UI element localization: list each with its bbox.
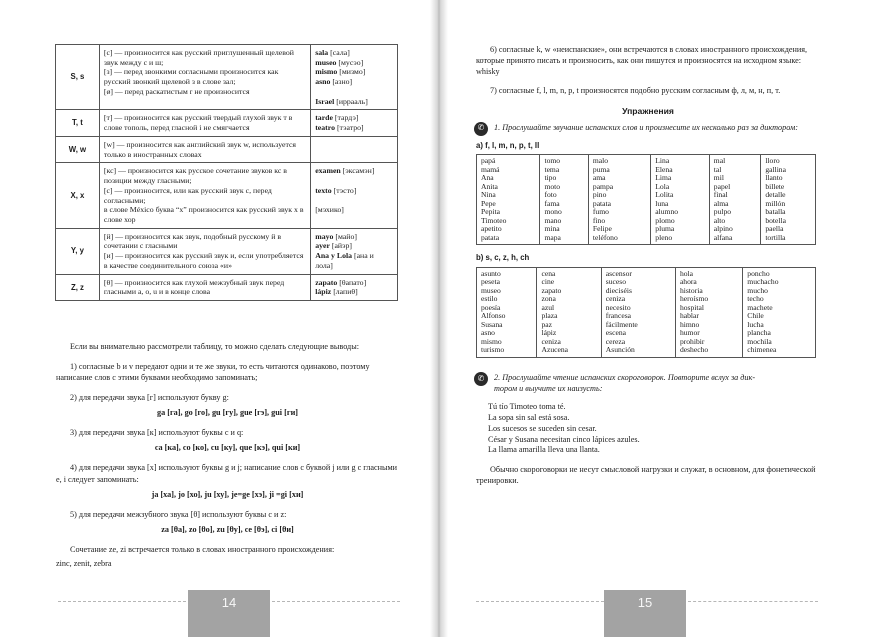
- word-item: Ana: [481, 173, 494, 183]
- paragraph-rule-2: 2) для передачи звука [г] используют букву g:: [70, 393, 229, 403]
- group-a-label: a) f, l, m, n, p, t, ll: [476, 140, 540, 150]
- word-column: [540, 155, 588, 245]
- paragraph-rule-1: 1) согласные b и v передают одни и те же звуки, то есть читаются одинаково, поэтому написание слов с этими буквами необходимо запоминать;: [56, 362, 370, 383]
- example-line: [315, 123, 393, 133]
- table-row: [56, 45, 398, 110]
- paragraph-rule-5: 5) для передачи межзубного звука [θ] используют буквы c и z:: [70, 509, 287, 519]
- table-row: [56, 163, 398, 228]
- word-table-a: [476, 154, 816, 245]
- word-item: machete: [747, 302, 773, 312]
- word-item: Timoteo: [481, 215, 507, 225]
- word-item: patata: [592, 198, 612, 208]
- word-item: zapato: [541, 285, 562, 295]
- example-word: mayo: [315, 231, 334, 241]
- word-item: gallina: [765, 164, 786, 174]
- group-b-label: b) s, c, z, h, ch: [476, 253, 530, 263]
- word-item: Elena: [655, 164, 673, 174]
- table-row: [56, 274, 398, 300]
- example-transcription: [мизмо]: [339, 67, 366, 77]
- word-item: lápiz: [541, 328, 557, 338]
- description-line: [кс] — произносится как русское сочетание звуков кс в позиции между гласными;: [103, 166, 287, 186]
- example-transcription: [мусэо]: [338, 57, 364, 67]
- word-item: final: [713, 190, 728, 200]
- example-cell: [311, 228, 398, 274]
- description-line: [и] — произносится как русский звук и, если употребляется в качестве соединительного союза «и»: [103, 251, 304, 270]
- word-item: pleno: [655, 232, 673, 242]
- word-item: alumno: [655, 207, 679, 217]
- word-item: cereza: [605, 336, 626, 346]
- word-item: azul: [541, 302, 555, 312]
- word-item: fama: [544, 198, 560, 208]
- example-line: [315, 278, 393, 288]
- word-item: Felipe: [592, 224, 612, 234]
- word-item: deshecho: [679, 345, 709, 355]
- word-item: apetito: [481, 224, 502, 234]
- word-item: poncho: [747, 268, 770, 278]
- tongue-twisters: [476, 402, 820, 456]
- pronunciation-table: [55, 44, 398, 301]
- example-transcription: [лапиθ]: [333, 287, 358, 297]
- word-item: pampa: [592, 181, 614, 191]
- word-item: Lima: [655, 173, 672, 183]
- description-cell: [99, 274, 310, 300]
- word-item: alma: [713, 198, 729, 208]
- word-item: techo: [747, 294, 764, 304]
- description-line: [з] — перед звонкими согласными произносится как русский звонкий щелевой з в слове зал;: [103, 67, 279, 87]
- examples-g: ga [га], go [го], gu [гу], gue [гэ], gui [ги]: [156, 408, 299, 418]
- description-line: [ø] — перед раскатистым r не произносится: [103, 86, 250, 96]
- word-item: peseta: [481, 277, 500, 287]
- exercise-1: [476, 122, 820, 133]
- word-item: hola: [679, 268, 694, 278]
- word-column: [601, 267, 675, 357]
- paragraph-rule-4: 4) для передачи звука [х] используют буквы g и j; написание слов с буквой j или g с гласными e, i следует запоминать:: [56, 463, 398, 484]
- word-item: billete: [765, 181, 785, 191]
- ze-zi-examples: zinc, zenit, zebra: [56, 558, 112, 568]
- example-transcription: [сала]: [330, 48, 350, 57]
- example-transcription: [тэсто]: [333, 185, 357, 195]
- example-transcription: [эксамэн]: [342, 166, 375, 176]
- examples-j: ja [ха], jo [хо], ju [ху], je=ge [хэ], ji =gi [хи]: [151, 489, 304, 499]
- word-item: alfana: [713, 232, 733, 242]
- example-line: [315, 205, 393, 215]
- examples-cq: ca [ка], co [ко], cu [ку], que [кэ], qui [ки]: [154, 443, 301, 453]
- description-line: [й] — произносится как звук, подобный русскому й в сочетании с гласными: [103, 231, 282, 251]
- word-column: [537, 267, 601, 357]
- example-transcription: [ана и: [353, 251, 374, 261]
- word-item: Anita: [481, 181, 498, 191]
- word-column: [588, 155, 650, 245]
- word-item: hablar: [679, 311, 699, 321]
- word-item: mapa: [544, 232, 561, 242]
- footer-rule: [476, 601, 604, 602]
- word-item: pino: [592, 190, 607, 200]
- word-item: Lola: [655, 181, 670, 191]
- example-line: [315, 67, 393, 77]
- description-line: [т] — произносится как русский твердый глухой звук т в слове тополь, перед гласной i не смягчается: [103, 113, 293, 133]
- word-item: papá: [481, 156, 496, 166]
- footer-rule: [272, 601, 400, 602]
- word-item: humor: [679, 328, 700, 338]
- book-gutter: [430, 0, 448, 637]
- word-item: mil: [713, 173, 724, 183]
- word-item: mochila: [747, 336, 772, 346]
- word-item: puma: [592, 164, 610, 174]
- description-cell: [99, 110, 310, 136]
- word-item: ama: [592, 173, 606, 183]
- page-number-right: 15: [604, 590, 686, 637]
- word-item: luna: [655, 198, 669, 208]
- word-item: Lina: [655, 156, 670, 166]
- word-column: [761, 155, 816, 245]
- example-transcription: [θапато]: [339, 277, 367, 287]
- paragraph-ze-zi: Сочетание ze, zi встречается только в словах иностранного происхождения:: [70, 544, 335, 554]
- page-number-left: 14: [188, 590, 270, 637]
- description-cell: [99, 228, 310, 274]
- word-item: necesito: [605, 302, 631, 312]
- ear-listen-icon[interactable]: ✆: [474, 122, 488, 136]
- word-item: turismo: [481, 345, 505, 355]
- word-column: [477, 267, 537, 357]
- example-cell: [311, 136, 398, 162]
- example-line: [315, 48, 393, 58]
- word-item: lucha: [747, 319, 764, 329]
- word-item: mano: [544, 215, 562, 225]
- word-item: ahora: [679, 277, 697, 287]
- word-item: ascensor: [605, 268, 632, 278]
- word-item: Lolita: [655, 190, 674, 200]
- word-item: fino: [592, 215, 606, 225]
- word-item: cine: [541, 277, 555, 287]
- tongue-twister: La sopa sin sal está sosa.: [488, 412, 570, 422]
- paragraph-rule-3: 3) для передачи звука [к] используют буквы c и q:: [70, 428, 244, 438]
- exercise-2-text-b: тором и выучите их наизусть:: [494, 384, 603, 393]
- word-item: Nina: [481, 190, 496, 200]
- paragraph-intro: Если вы внимательно рассмотрели таблицу, то можно сделать следующие выводы:: [70, 342, 359, 351]
- word-item: dieciséis: [605, 285, 632, 295]
- example-line: [315, 232, 393, 242]
- word-item: plaza: [541, 311, 558, 321]
- word-table-b: [476, 267, 816, 358]
- word-item: Pepe: [481, 198, 496, 208]
- word-item: estilo: [481, 294, 498, 304]
- description-line: [с] — произносится, или как русский звук с, перед согласными;: [103, 185, 272, 205]
- letter-cell: X, x: [56, 163, 100, 228]
- example-transcription: [тардэ]: [334, 113, 359, 123]
- word-item: patata: [481, 232, 500, 242]
- example-transcription: лола]: [315, 260, 333, 270]
- left-body-text: [56, 341, 399, 578]
- tongue-twister: César y Susana necesitan cinco lápices azules.: [488, 434, 640, 444]
- word-item: botella: [765, 215, 786, 225]
- example-cell: [311, 110, 398, 136]
- example-line: [315, 186, 393, 196]
- example-line: [315, 241, 393, 251]
- example-word: museo: [315, 57, 337, 67]
- word-item: suceso: [605, 277, 626, 287]
- word-item: foto: [544, 190, 557, 200]
- example-word: tarde: [315, 113, 333, 123]
- word-item: ceniza: [605, 294, 626, 304]
- word-item: detalle: [765, 190, 786, 200]
- description-cell: [99, 45, 310, 110]
- word-item: fácilmente: [605, 319, 638, 329]
- example-word: Israel: [315, 96, 335, 106]
- example-line: [315, 176, 393, 186]
- example-transcription: [тэатро]: [336, 123, 364, 133]
- example-word: sala: [315, 48, 329, 57]
- exercise-1-text: 1. Прослушайте звучание испанских слов и произнесите их несколько раз за диктором:: [494, 122, 798, 132]
- example-cell: [311, 274, 398, 300]
- word-item: alpino: [713, 224, 733, 234]
- exercise-2: [476, 372, 820, 394]
- example-line: [315, 196, 393, 206]
- table-row: [56, 228, 398, 274]
- word-column: [709, 155, 761, 245]
- example-word: Ana y Lola: [315, 251, 353, 261]
- letter-cell: Z, z: [56, 274, 100, 300]
- description-line: в слове México буква “x” произносится как русский звук х в слове хор: [103, 205, 304, 225]
- word-item: Alfonso: [481, 311, 506, 321]
- word-item: Asunción: [605, 345, 635, 355]
- word-item: francesa: [605, 311, 632, 321]
- word-item: batalla: [765, 207, 786, 217]
- word-item: Susana: [481, 319, 503, 329]
- word-item: tal: [713, 164, 722, 174]
- example-word: texto: [315, 185, 332, 195]
- word-item: mono: [544, 207, 562, 217]
- example-transcription: [иррааль]: [336, 96, 368, 106]
- ear-listen-icon[interactable]: ✆: [474, 372, 488, 386]
- example-line: [315, 166, 393, 176]
- description-line: [w] — произносится как английский звук w, используется только в иностранных словах: [103, 139, 297, 159]
- example-line: [315, 77, 393, 87]
- word-column: [743, 267, 816, 357]
- word-column: [675, 267, 742, 357]
- example-word: asno: [315, 77, 331, 87]
- word-item: ceniza: [541, 336, 561, 346]
- word-item: fumo: [592, 207, 609, 217]
- word-item: pulpo: [713, 207, 732, 217]
- word-item: chimenea: [747, 345, 777, 355]
- footer-rule: [58, 601, 186, 602]
- paragraph-rule-6: 6) согласные k, w «неиспанские», они встречаются в словах иностранного происхождения, которые принято писать и произносить, как они пишутся и произносятся на исходном языке: whisky: [476, 45, 808, 77]
- example-line: [315, 58, 393, 68]
- example-word: examen: [315, 166, 341, 176]
- example-line: [315, 287, 393, 297]
- word-item: escena: [605, 328, 626, 338]
- word-item: Pepita: [481, 207, 500, 217]
- word-item: plomo: [655, 215, 675, 225]
- word-item: mucho: [747, 285, 768, 295]
- examples-z: za [θа], zo [θо], zu [θу], ce [θэ], ci [θи]: [161, 524, 294, 534]
- word-item: teléfono: [592, 232, 618, 242]
- word-item: himno: [679, 319, 700, 329]
- table-row: [56, 136, 398, 162]
- word-item: mismo: [481, 336, 502, 346]
- word-item: zona: [541, 294, 556, 304]
- closing-paragraph: Обычно скороговорки не несут смысловой нагрузки и служат, в основном, для фонетической тренировки.: [476, 465, 816, 486]
- example-word: zapato: [315, 277, 338, 287]
- word-item: papel: [713, 181, 731, 191]
- table-row: [56, 110, 398, 136]
- word-item: tomo: [544, 156, 561, 166]
- word-item: asunto: [481, 268, 501, 278]
- word-item: mamá: [481, 164, 500, 174]
- word-item: pluma: [655, 224, 675, 234]
- example-word: mismo: [315, 67, 338, 77]
- word-item: millón: [765, 198, 786, 208]
- right-body-text: [476, 44, 820, 494]
- section-title: Упражнения: [622, 106, 674, 117]
- example-word: teatro: [315, 123, 335, 133]
- word-item: poesía: [481, 302, 501, 312]
- example-transcription: [мэхико]: [315, 205, 344, 215]
- example-line: [315, 87, 393, 97]
- example-line: [315, 261, 393, 271]
- word-item: moto: [544, 181, 561, 191]
- tongue-twister: Los sucesos se suceden sin cesar.: [488, 423, 597, 433]
- example-cell: [311, 45, 398, 110]
- word-item: tipo: [544, 173, 557, 183]
- description-cell: [99, 163, 310, 228]
- word-item: historia: [679, 285, 703, 295]
- word-item: paz: [541, 319, 553, 329]
- word-item: hospital: [679, 302, 704, 312]
- word-item: Chile: [747, 311, 764, 321]
- word-item: mal: [713, 156, 726, 166]
- word-item: llanto: [765, 173, 783, 183]
- letter-cell: S, s: [56, 45, 100, 110]
- word-item: Azucena: [541, 345, 569, 355]
- description-cell: [99, 136, 310, 162]
- word-item: muchacho: [747, 277, 779, 287]
- word-item: heroísmo: [679, 294, 709, 304]
- example-transcription: [айэр]: [331, 241, 352, 251]
- word-item: asno: [481, 328, 495, 338]
- word-item: tortilla: [765, 232, 786, 242]
- example-word: lápiz: [315, 287, 332, 297]
- word-item: malo: [592, 156, 609, 166]
- word-item: plancha: [747, 328, 771, 338]
- word-item: lloro: [765, 156, 780, 166]
- example-line: [315, 113, 393, 123]
- word-item: prohibir: [679, 336, 705, 346]
- example-word: ayer: [315, 241, 330, 251]
- tongue-twister: La llama amarilla lleva una llanta.: [488, 445, 600, 455]
- footer-rule: [688, 601, 818, 602]
- example-transcription: [азно]: [332, 77, 353, 87]
- example-transcription: [майо]: [335, 231, 357, 241]
- example-line: [315, 97, 393, 107]
- word-item: paella: [765, 224, 784, 234]
- word-item: museo: [481, 285, 501, 295]
- description-line: [θ] — произносится как глухой межзубный звук перед гласными a, o, u и в конце слова: [103, 277, 285, 297]
- letter-cell: Y, y: [56, 228, 100, 274]
- word-item: cena: [541, 268, 556, 278]
- word-item: mina: [544, 224, 560, 234]
- example-line: [315, 251, 393, 261]
- word-column: [651, 155, 710, 245]
- tongue-twister: Tú tío Timoteo toma té.: [488, 402, 566, 412]
- word-item: tema: [544, 164, 560, 174]
- paragraph-rule-7: 7) согласные f, l, m, n, p, t произносятся подобно русским согласным ф, л, м, н, п, т.: [490, 86, 781, 96]
- exercise-2-text-a: 2. Прослушайте чтение испанских скороговорок. Повторите вслух за дик-: [494, 372, 756, 382]
- letter-cell: T, t: [56, 110, 100, 136]
- letter-cell: W, w: [56, 136, 100, 162]
- word-column: [477, 155, 540, 245]
- example-cell: [311, 163, 398, 228]
- word-item: alto: [713, 215, 726, 225]
- description-line: [с] — произносится как русский приглушенный щелевой звук между с и ш;: [103, 48, 294, 67]
